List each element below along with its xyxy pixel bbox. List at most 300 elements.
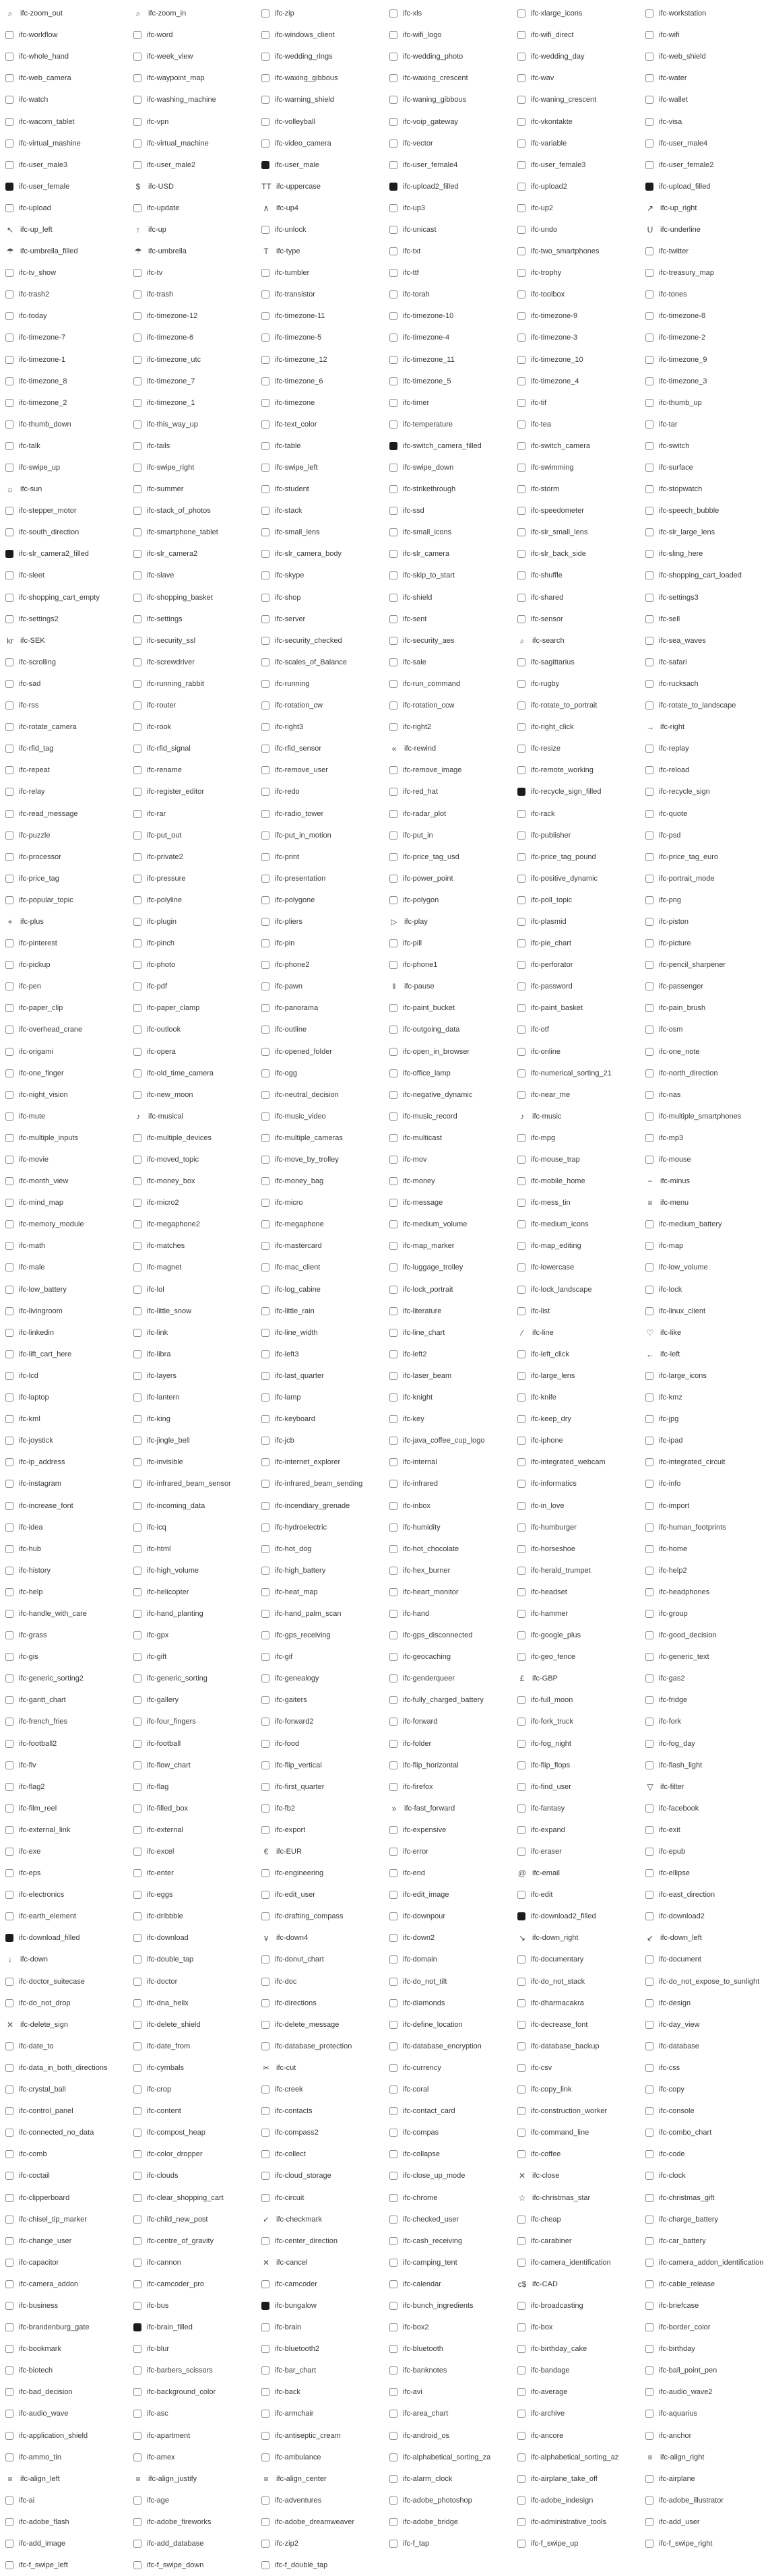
sagittarius-icon	[517, 658, 525, 666]
icon-label: ifc-power_point	[403, 874, 453, 883]
icon-label: ifc-download_filled	[19, 1934, 80, 1943]
icon-cell-right_click	[517, 723, 645, 731]
copy-icon	[645, 2085, 653, 2094]
mute-icon	[5, 1112, 13, 1121]
archive-icon	[517, 2410, 525, 2418]
icon-cell-brain	[261, 2323, 389, 2331]
icon-cell-fork	[645, 1718, 768, 1726]
icon-label: ifc-timezone-2	[659, 334, 706, 342]
icon-cell-delete_message	[261, 2021, 389, 2029]
icon-cell-waxing_crescent	[389, 74, 517, 82]
data_in_both_directions-icon	[5, 2064, 13, 2072]
icon-cell-summer	[133, 485, 261, 493]
icon-cell-wacom_tablet	[5, 118, 133, 126]
icon-label: ifc-menu	[660, 1199, 689, 1207]
slr_camera2-icon	[133, 550, 141, 558]
put_out-icon	[133, 831, 141, 840]
icon-cell-sea_waves	[645, 637, 768, 645]
register_editor-icon	[133, 788, 141, 796]
border_color-icon	[645, 2323, 653, 2331]
icon-cell-vpn	[133, 118, 261, 126]
icon-label: ifc-alphabetical_sorting_az	[531, 2453, 619, 2461]
icon-label: ifc-left_click	[531, 1350, 569, 1358]
icon-label: ifc-read_message	[19, 809, 78, 818]
icon-label: ifc-little_snow	[147, 1307, 192, 1315]
icon-label: ifc-joystick	[19, 1437, 53, 1445]
switch_camera-icon	[517, 442, 525, 450]
icon-cell-collapse	[389, 2150, 517, 2158]
icon-label: ifc-timezone_1	[147, 398, 195, 407]
icon-cell-f_swipe_up	[517, 2540, 645, 2548]
icon-cell-fork_truck	[517, 1718, 645, 1726]
put_in-icon	[389, 831, 397, 840]
icon-cell-up_left	[5, 225, 133, 234]
tones-icon	[645, 290, 653, 299]
icon-label: ifc-user_male3	[19, 160, 68, 169]
icon-cell-moved_topic	[133, 1156, 261, 1164]
timezone-1-icon	[5, 356, 13, 364]
icon-cell-capacitor	[5, 2259, 133, 2267]
icon-label: ifc-rotate_to_portrait	[531, 701, 598, 710]
icon-label: ifc-content	[147, 2107, 181, 2116]
icon-label: ifc-polygon	[403, 896, 439, 904]
icon-label: ifc-box	[531, 2323, 553, 2332]
icon-cell-trash2	[5, 290, 133, 299]
icon-label: ifc-xlarge_icons	[531, 9, 583, 18]
excel-icon	[133, 1848, 141, 1856]
icon-cell-pressure	[133, 875, 261, 883]
gps_receiving-icon	[261, 1631, 269, 1639]
flip_horizontal-icon	[389, 1761, 397, 1769]
adobe_flash-icon	[5, 2518, 13, 2526]
icon-label: ifc-txt	[403, 247, 421, 256]
adobe_dreamweaver-icon	[261, 2518, 269, 2526]
icon-cell-presentation	[261, 875, 389, 883]
icon-label: ifc-security_aes	[403, 636, 455, 645]
icon-label: ifc-screwdriver	[147, 658, 195, 666]
icon-cell-chisel_tip_marker	[5, 2216, 133, 2224]
average-icon	[517, 2388, 525, 2396]
icon-label: ifc-lift_cart_here	[19, 1350, 72, 1358]
icon-label: ifc-airplane_take_off	[531, 2474, 598, 2483]
icon-label: ifc-settings	[147, 615, 183, 623]
icon-label: ifc-processor	[19, 852, 61, 861]
icon-cell-print	[261, 853, 389, 861]
icon-cell-price_tag_euro	[645, 853, 768, 861]
centre_of_gravity-icon	[133, 2237, 141, 2245]
icon-cell-replay	[645, 745, 768, 753]
student-icon	[261, 485, 269, 493]
icon-cell-swipe_down	[389, 464, 517, 472]
timezone-4-icon	[389, 334, 397, 342]
icon-cell-last_quarter	[261, 1372, 389, 1380]
icon-cell-design	[645, 1999, 768, 2007]
icon-cell-slr_large_lens	[645, 528, 768, 536]
icon-cell-rotation_ccw	[389, 701, 517, 710]
icon-cell-eps	[5, 1869, 133, 1877]
icon-label: ifc-up2	[531, 203, 554, 212]
sea_waves-icon	[645, 637, 653, 645]
icon-label: ifc-circuit	[275, 2193, 305, 2202]
east_direction-icon	[645, 1891, 653, 1899]
icon-label: ifc-cymbals	[147, 2063, 185, 2072]
coffee-icon	[517, 2150, 525, 2158]
icon-cell-f_swipe_down	[133, 2561, 261, 2569]
icon-label: ifc-register_editor	[147, 788, 204, 796]
icon-cell-css	[645, 2064, 768, 2072]
icon-cell-whole_hand	[5, 53, 133, 61]
icon-label: ifc-excel	[147, 1848, 174, 1856]
generic_sorting-icon	[133, 1674, 141, 1683]
christmas_gift-icon	[645, 2194, 653, 2202]
icon-label: ifc-doc	[275, 1977, 297, 1986]
icon-cell-megaphone2	[133, 1220, 261, 1228]
help2-icon	[645, 1567, 653, 1575]
icon-cell-multiple_cameras	[261, 1134, 389, 1142]
icon-label: ifc-do_not_expose_to_sunlight	[659, 1977, 760, 1986]
transistor-icon	[261, 290, 269, 299]
icon-label: ifc-unlock	[275, 225, 307, 234]
icon-label: ifc-align_justify	[148, 2474, 197, 2483]
icon-cell-price_tag_pound	[517, 853, 645, 861]
icon-label: ifc-bunch_ingredients	[403, 2301, 474, 2310]
icon-cell-ai	[5, 2496, 133, 2505]
safari-icon	[645, 658, 653, 666]
mpg-icon	[517, 1134, 525, 1142]
icon-cell-flip_horizontal	[389, 1761, 517, 1769]
icon-cell-osm	[645, 1026, 768, 1034]
office_lamp-icon	[389, 1069, 397, 1077]
icon-label: ifc-gaiters	[275, 1696, 307, 1705]
icon-cell-linux_client	[645, 1307, 768, 1315]
ambulance-icon	[261, 2453, 269, 2461]
icon-cell-gis	[5, 1653, 133, 1661]
icon-label: ifc-jingle_bell	[147, 1437, 190, 1445]
router-icon	[133, 701, 141, 710]
icon-cell-lol	[133, 1286, 261, 1294]
icon-cell-origami	[5, 1048, 133, 1056]
icon-cell-flash_light	[645, 1761, 768, 1769]
icon-cell-xlarge_icons	[517, 9, 645, 18]
knife-icon	[517, 1393, 525, 1402]
calendar-icon	[389, 2280, 397, 2288]
apartment-icon	[133, 2432, 141, 2440]
food-icon	[261, 1740, 269, 1748]
timezone-9-icon	[517, 312, 525, 320]
strikethrough-icon	[389, 485, 397, 493]
icon-label: ifc-capacitor	[19, 2258, 59, 2267]
icon-cell-knife	[517, 1393, 645, 1402]
creek-icon	[261, 2085, 269, 2094]
icon-label: ifc-upload	[19, 203, 51, 212]
icon-cell-broadcasting	[517, 2302, 645, 2310]
waning_crescent-icon	[517, 96, 525, 104]
timezone-7-icon	[5, 334, 13, 342]
icon-label: ifc-avi	[403, 2388, 422, 2397]
f_swipe_right-icon	[645, 2540, 653, 2548]
icon-cell-centre_of_gravity	[133, 2237, 261, 2245]
hand_planting-icon	[133, 1610, 141, 1618]
icon-label: ifc-low_volume	[659, 1263, 708, 1272]
icon-label: ifc-epub	[659, 1848, 686, 1856]
icon-cell-EUR	[261, 1847, 389, 1856]
icon-cell-paper_clamp	[133, 1004, 261, 1012]
waning_gibbous-icon	[389, 96, 397, 104]
do_not_expose_to_sunlight-icon	[645, 1978, 653, 1986]
exe-icon	[5, 1848, 13, 1856]
icon-cell-generic_text	[645, 1653, 768, 1661]
camping_tent-icon	[389, 2259, 397, 2267]
icon-cell-adobe_bridge	[389, 2518, 517, 2526]
icon-label: ifc-first_quarter	[275, 1782, 325, 1791]
large_icons-icon	[645, 1372, 653, 1380]
icon-cell-border_color	[645, 2323, 768, 2331]
low_battery-icon	[5, 1286, 13, 1294]
double_tap-icon	[133, 1955, 141, 1964]
undo-icon	[517, 226, 525, 234]
icon-cell-timezone_6	[261, 377, 389, 385]
phone1-icon	[389, 961, 397, 969]
radar_plot-icon	[389, 810, 397, 818]
icon-label: ifc-rack	[531, 809, 555, 818]
icon-cell-timezone_8	[5, 377, 133, 385]
web_camera-icon	[5, 74, 13, 82]
icon-label: ifc-decrease_font	[531, 2020, 588, 2029]
pinch-icon	[133, 939, 141, 947]
icon-cell-sale	[389, 658, 517, 666]
phone2-icon	[261, 961, 269, 969]
icon-label: ifc-luggage_trolley	[403, 1263, 463, 1272]
geocaching-icon	[389, 1653, 397, 1661]
icon-cell-wifi_direct	[517, 31, 645, 39]
application_shield-icon	[5, 2432, 13, 2440]
timezone-2-icon	[645, 334, 653, 342]
osm-icon	[645, 1026, 653, 1034]
icon-label: ifc-folder	[403, 1739, 432, 1748]
bunch_ingredients-icon	[389, 2302, 397, 2310]
slr_camera-icon	[389, 550, 397, 558]
trash2-icon	[5, 290, 13, 299]
broadcasting-icon	[517, 2302, 525, 2310]
icon-label: ifc-slr_small_lens	[531, 528, 588, 537]
table-icon	[261, 442, 269, 450]
icon-cell-film_reel	[5, 1804, 133, 1813]
icon-cell-birthday_cake	[517, 2345, 645, 2353]
icon-cell-panorama	[261, 1004, 389, 1012]
icon-cell-gas2	[645, 1674, 768, 1683]
icon-cell-put_in	[389, 831, 517, 840]
icon-label: ifc-clouds	[147, 2172, 179, 2180]
icon-cell-sensor	[517, 615, 645, 623]
icon-cell-excel	[133, 1848, 261, 1856]
rfid_signal-icon	[133, 745, 141, 753]
icon-label: ifc-internet_explorer	[275, 1458, 341, 1467]
male-icon	[5, 1263, 13, 1271]
icon-label: ifc-security_ssl	[147, 636, 196, 645]
icon-cell-rar	[133, 810, 261, 818]
running_rabbit-icon	[133, 680, 141, 688]
icon-cell-circuit	[261, 2194, 389, 2202]
icon-cell-umbrella	[133, 247, 261, 256]
icon-label: ifc-paint_bucket	[403, 1004, 455, 1013]
checkmark-icon: ✓	[262, 2214, 270, 2224]
icon-label: ifc-gps_disconnected	[403, 1631, 473, 1640]
icon-cell-micro2	[133, 1199, 261, 1207]
icon-cell-processor	[5, 853, 133, 861]
icon-cell-humburger	[517, 1523, 645, 1532]
icon-cell-horseshoe	[517, 1545, 645, 1553]
icon-label: ifc-charge_battery	[659, 2215, 719, 2224]
mac_client-icon	[261, 1263, 269, 1271]
icon-label: ifc-day_view	[659, 2020, 700, 2029]
icon-cell-umbrella_filled	[5, 247, 133, 256]
icon-label: ifc-control_panel	[19, 2107, 73, 2116]
map-icon	[645, 1242, 653, 1250]
icon-label: ifc-stack	[275, 507, 302, 515]
icon-cell-console	[645, 2107, 768, 2115]
icon-label: ifc-sent	[403, 615, 427, 623]
icon-cell-cash_receiving	[389, 2237, 517, 2245]
icon-label: ifc-small_lens	[275, 528, 320, 537]
find_user-icon	[517, 1783, 525, 1791]
icon-cell-heat_map	[261, 1588, 389, 1596]
icon-cell-exe	[5, 1848, 133, 1856]
icon-cell-filled_box	[133, 1804, 261, 1813]
icon-cell-CAD	[517, 2280, 645, 2289]
waxing_crescent-icon	[389, 74, 397, 82]
icon-label: ifc-bungalow	[275, 2301, 317, 2310]
icon-label: ifc-timezone	[275, 398, 315, 407]
icon-label: ifc-adobe_photoshop	[403, 2496, 472, 2505]
icon-cell-linkedin	[5, 1329, 133, 1337]
export-icon	[261, 1826, 269, 1834]
icon-label: ifc-color_dropper	[147, 2150, 203, 2159]
timezone_11-icon	[389, 356, 397, 364]
icon-cell-web_shield	[645, 53, 768, 61]
icon-cell-right	[645, 722, 768, 732]
icon-cell-shuffle	[517, 571, 645, 579]
sleet-icon	[5, 571, 13, 579]
icon-cell-video_camera	[261, 139, 389, 148]
icon-label: ifc-thumb_up	[659, 398, 702, 407]
icon-cell-slave	[133, 571, 261, 579]
overhead_crane-icon	[5, 1026, 13, 1034]
stopwatch-icon	[645, 485, 653, 493]
icon-label: ifc-timezone-12	[147, 312, 198, 321]
icon-cell-security_aes	[389, 637, 517, 645]
camcoder_pro-icon	[133, 2280, 141, 2288]
icon-label: ifc-checked_user	[403, 2215, 459, 2224]
storm-icon	[517, 485, 525, 493]
icon-label: ifc-antiseptic_cream	[275, 2431, 341, 2440]
icon-cell-rename	[133, 766, 261, 774]
adobe_photoshop-icon	[389, 2496, 397, 2505]
brain-icon	[261, 2323, 269, 2331]
icon-label: ifc-list	[531, 1307, 550, 1315]
icon-cell-help2	[645, 1567, 768, 1575]
icon-label: ifc-remove_image	[403, 766, 462, 775]
icon-label: ifc-documentary	[531, 1955, 584, 1964]
icon-label: ifc-f_swipe_right	[659, 2540, 713, 2548]
icon-cell-resize	[517, 745, 645, 753]
icon-label: ifc-pain_brush	[659, 1004, 706, 1013]
icon-cell-geo_fence	[517, 1653, 645, 1661]
define_location-icon	[389, 2021, 397, 2029]
icon-label: ifc-quote	[659, 809, 688, 818]
icon-label: ifc-mobile_home	[531, 1177, 585, 1186]
humidity-icon	[389, 1523, 397, 1532]
icon-cell-airplane	[645, 2475, 768, 2483]
icon-label: ifc-surface	[659, 464, 693, 472]
icon-cell-fast_forward	[389, 1804, 517, 1813]
icon-label: ifc-copy	[659, 2085, 684, 2094]
icon-label: ifc-gas2	[659, 1674, 685, 1683]
icon-label: ifc-web_camera	[19, 74, 71, 83]
icon-cell-bar_chart	[261, 2366, 389, 2375]
icon-label: ifc-internal	[403, 1458, 437, 1467]
icon-label: ifc-bad_decision	[19, 2388, 73, 2397]
icon-cell-control_panel	[5, 2107, 133, 2115]
price_tag_euro-icon	[645, 853, 653, 861]
icon-label: ifc-fb2	[275, 1804, 295, 1813]
sun-icon: ☼	[6, 484, 14, 495]
icon-cell-downpour	[389, 1912, 517, 1920]
icon-cell-overhead_crane	[5, 1026, 133, 1034]
icon-label: ifc-type	[276, 247, 300, 256]
icon-cell-pinch	[133, 939, 261, 947]
pawn-icon	[261, 982, 269, 991]
icon-label: ifc-map_editing	[531, 1242, 581, 1251]
icon-cell-wifi_logo	[389, 31, 517, 39]
increase_font-icon	[5, 1502, 13, 1510]
icon-label: ifc-f_tap	[403, 2540, 430, 2548]
icon-cell-instagram	[5, 1480, 133, 1488]
pin-icon	[261, 939, 269, 947]
icon-label: ifc-generic_text	[659, 1653, 709, 1662]
icon-label: ifc-update	[147, 203, 180, 212]
infrared_beam_sending-icon	[261, 1480, 269, 1488]
icon-cell-waypoint_map	[133, 74, 261, 82]
icon-label: ifc-dharmacakra	[531, 1999, 584, 2007]
micro2-icon	[133, 1199, 141, 1207]
user_male4-icon	[645, 139, 653, 148]
invisible-icon	[133, 1458, 141, 1466]
infrared_beam_sensor-icon	[133, 1480, 141, 1488]
icon-cell-line_width	[261, 1329, 389, 1337]
icon-cell-kmz	[645, 1393, 768, 1402]
icon-label: ifc-document	[659, 1955, 701, 1964]
icon-cell-jcb	[261, 1437, 389, 1445]
icon-cell-xls	[389, 9, 517, 18]
icon-label: ifc-map_marker	[403, 1242, 455, 1251]
icon-cell-first_quarter	[261, 1783, 389, 1791]
icon-label: ifc-phone1	[403, 961, 438, 970]
icon-label: ifc-ip_address	[19, 1458, 65, 1467]
fork-icon	[645, 1718, 653, 1726]
icon-cell-close_up_mode	[389, 2172, 517, 2180]
circuit-icon	[261, 2194, 269, 2202]
icon-cell-paper_clip	[5, 1004, 133, 1012]
jcb-icon	[261, 1437, 269, 1445]
icon-label: ifc-rotate_camera	[19, 723, 77, 732]
icon-label: ifc-adobe_dreamweaver	[275, 2517, 355, 2526]
icon-label: ifc-bandage	[531, 2366, 570, 2375]
icon-cell-timezone	[261, 399, 389, 407]
icon-cell-south_direction	[5, 528, 133, 536]
icon-cell-database_backup	[517, 2042, 645, 2050]
wifi-icon	[645, 31, 653, 39]
icon-label: ifc-electronics	[19, 1891, 65, 1899]
